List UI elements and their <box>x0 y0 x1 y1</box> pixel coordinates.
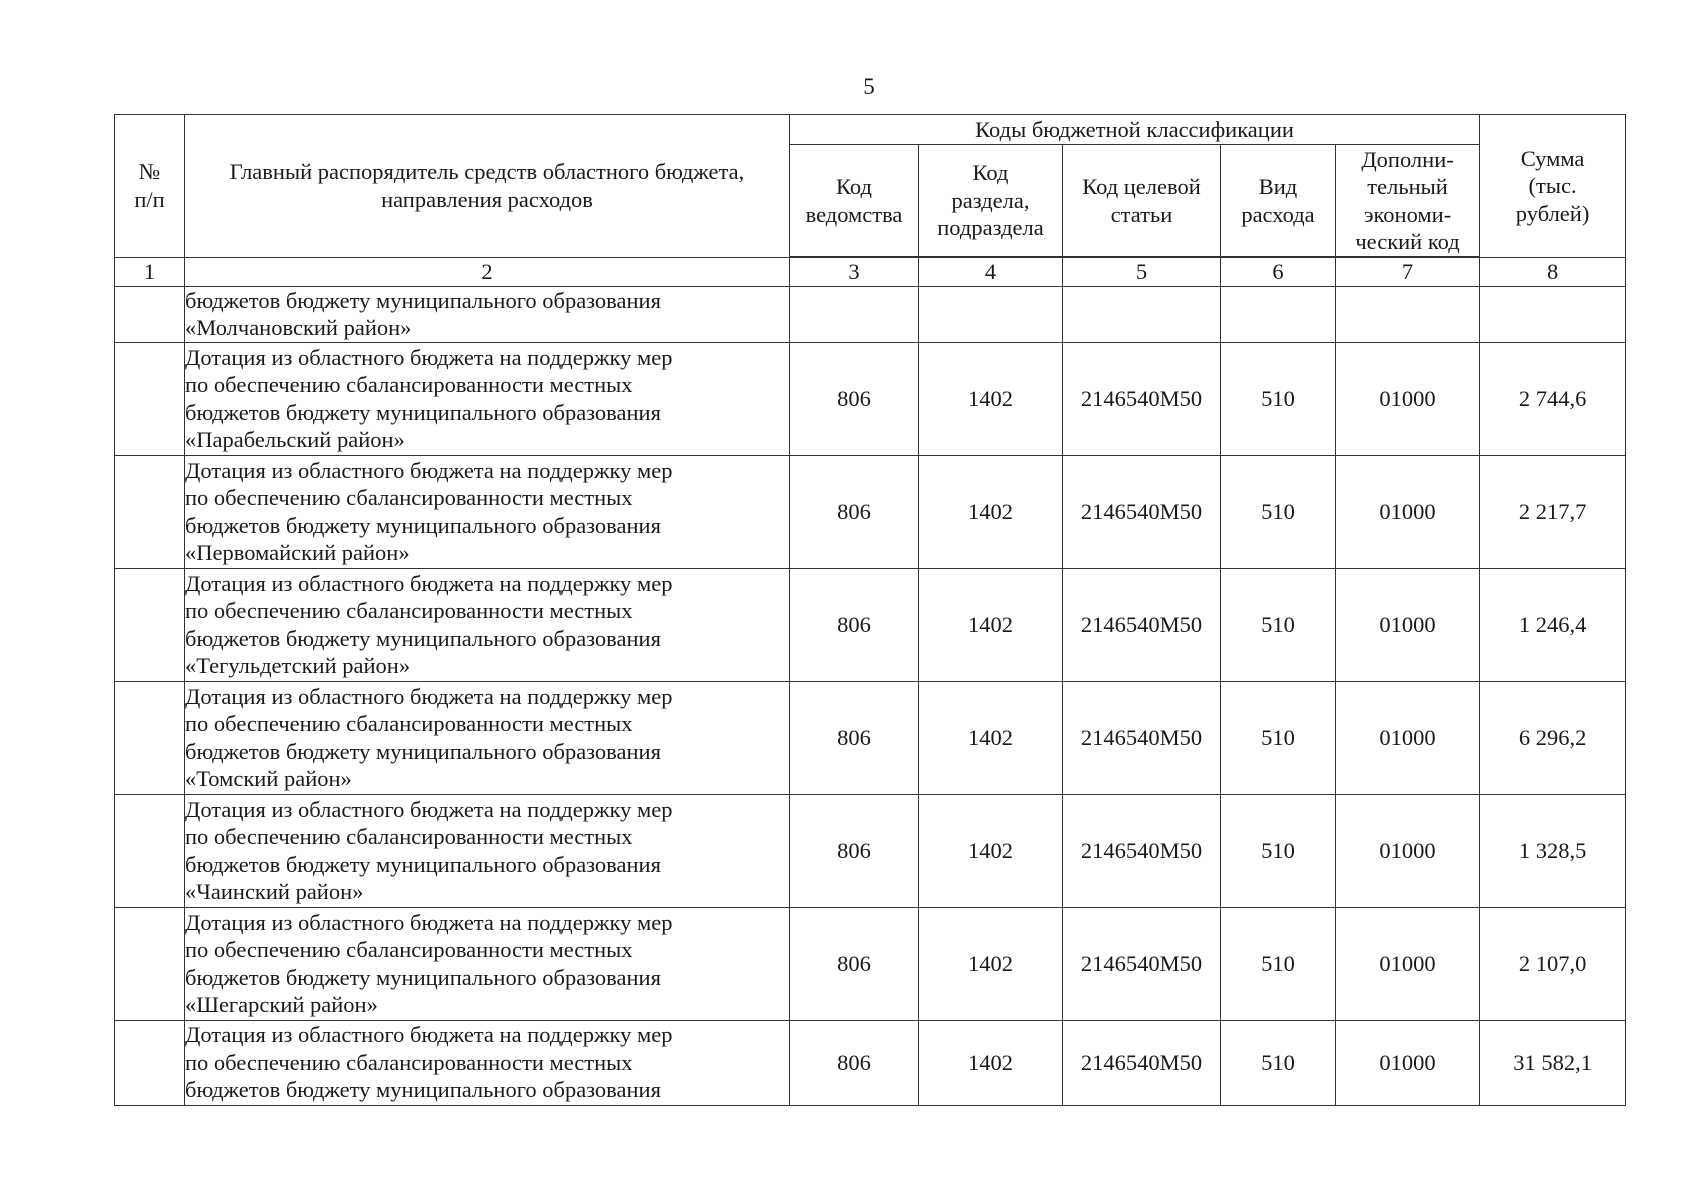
additional-economic-code-cell: 01000 <box>1336 455 1480 568</box>
header-row-number: № п/п <box>115 115 185 258</box>
table-body <box>115 286 1626 1105</box>
column-number: 7 <box>1336 257 1480 286</box>
column-number-row <box>115 257 1626 286</box>
target-article-code-cell: 2146540M50 <box>1063 1020 1221 1105</box>
razdel-code-cell: 1402 <box>919 794 1063 907</box>
header-expense-type: Вид расхода <box>1221 145 1336 258</box>
row-number-cell <box>115 342 185 455</box>
additional-economic-code-cell: 01000 <box>1336 794 1480 907</box>
target-article-code-cell <box>1063 286 1221 342</box>
vedomstvo-code-cell: 806 <box>790 794 919 907</box>
row-number-cell <box>115 907 185 1020</box>
sum-cell: 1 246,4 <box>1480 568 1626 681</box>
column-number: 2 <box>185 257 790 286</box>
header-sum: Сумма (тыс. рублей) <box>1480 115 1626 258</box>
target-article-code-cell: 2146540M50 <box>1063 455 1221 568</box>
column-number: 8 <box>1480 257 1626 286</box>
sum-cell: 6 296,2 <box>1480 681 1626 794</box>
sum-cell: 2 107,0 <box>1480 907 1626 1020</box>
table-row <box>115 568 1626 681</box>
row-description-cell: Дотация из областного бюджета на поддержку мер по обеспечению сбалансированности местных бюджетов бюджету муниципального образования «Первомайский район» <box>185 455 790 568</box>
razdel-code-cell: 1402 <box>919 907 1063 1020</box>
vedomstvo-code-cell: 806 <box>790 1020 919 1105</box>
razdel-code-cell <box>919 286 1063 342</box>
expense-type-cell: 510 <box>1221 568 1336 681</box>
target-article-code-cell: 2146540M50 <box>1063 568 1221 681</box>
row-description-cell: Дотация из областного бюджета на поддержку мер по обеспечению сбалансированности местных бюджетов бюджету муниципального образования «Парабельский район» <box>185 342 790 455</box>
razdel-code-cell: 1402 <box>919 455 1063 568</box>
row-number-cell <box>115 1020 185 1105</box>
additional-economic-code-cell: 01000 <box>1336 681 1480 794</box>
expense-type-cell <box>1221 286 1336 342</box>
vedomstvo-code-cell: 806 <box>790 455 919 568</box>
page-number: 5 <box>863 74 875 99</box>
expense-type-cell: 510 <box>1221 907 1336 1020</box>
table-row <box>115 794 1626 907</box>
razdel-code-cell: 1402 <box>919 568 1063 681</box>
table-row <box>115 907 1626 1020</box>
sum-cell: 2 744,6 <box>1480 342 1626 455</box>
row-number-cell <box>115 681 185 794</box>
row-description-cell: Дотация из областного бюджета на поддержку мер по обеспечению сбалансированности местных бюджетов бюджету муниципального образования «Чаинский район» <box>185 794 790 907</box>
razdel-code-cell: 1402 <box>919 681 1063 794</box>
expense-type-cell: 510 <box>1221 794 1336 907</box>
target-article-code-cell: 2146540M50 <box>1063 794 1221 907</box>
vedomstvo-code-cell: 806 <box>790 568 919 681</box>
target-article-code-cell: 2146540M50 <box>1063 907 1221 1020</box>
sum-cell: 1 328,5 <box>1480 794 1626 907</box>
expense-type-cell: 510 <box>1221 681 1336 794</box>
header-target-article-code: Код целевой статьи <box>1063 145 1221 258</box>
expense-type-cell: 510 <box>1221 455 1336 568</box>
sum-cell: 2 217,7 <box>1480 455 1626 568</box>
row-number-cell <box>115 568 185 681</box>
additional-economic-code-cell <box>1336 286 1480 342</box>
vedomstvo-code-cell <box>790 286 919 342</box>
header-vedomstvo-code: Код ведомства <box>790 145 919 258</box>
expense-type-cell: 510 <box>1221 342 1336 455</box>
table-header <box>115 115 1626 287</box>
vedomstvo-code-cell: 806 <box>790 681 919 794</box>
razdel-code-cell: 1402 <box>919 342 1063 455</box>
table-row <box>115 286 1626 342</box>
vedomstvo-code-cell: 806 <box>790 342 919 455</box>
header-razdel-code: Код раздела, подраздела <box>919 145 1063 258</box>
target-article-code-cell: 2146540M50 <box>1063 681 1221 794</box>
additional-economic-code-cell: 01000 <box>1336 342 1480 455</box>
vedomstvo-code-cell: 806 <box>790 907 919 1020</box>
row-number-cell <box>115 286 185 342</box>
budget-table <box>114 114 1626 1106</box>
sum-cell: 31 582,1 <box>1480 1020 1626 1105</box>
row-number-cell <box>115 455 185 568</box>
row-number-cell <box>115 794 185 907</box>
table-row <box>115 455 1626 568</box>
table-row <box>115 1020 1626 1105</box>
column-number: 5 <box>1063 257 1221 286</box>
table-row <box>115 681 1626 794</box>
additional-economic-code-cell: 01000 <box>1336 907 1480 1020</box>
column-number: 3 <box>790 257 919 286</box>
row-description-cell: Дотация из областного бюджета на поддержку мер по обеспечению сбалансированности местных бюджетов бюджету муниципального образования «Шегарский район» <box>185 907 790 1020</box>
column-number: 6 <box>1221 257 1336 286</box>
row-description-cell: Дотация из областного бюджета на поддержку мер по обеспечению сбалансированности местных бюджетов бюджету муниципального образования «Томский район» <box>185 681 790 794</box>
razdel-code-cell: 1402 <box>919 1020 1063 1105</box>
header-description: Главный распорядитель средств областного бюджета, направления расходов <box>185 115 790 258</box>
column-number: 1 <box>115 257 185 286</box>
expense-type-cell: 510 <box>1221 1020 1336 1105</box>
header-budget-codes-group: Коды бюджетной классификации <box>790 115 1480 145</box>
column-number: 4 <box>919 257 1063 286</box>
target-article-code-cell: 2146540M50 <box>1063 342 1221 455</box>
table-row <box>115 342 1626 455</box>
row-description-cell: бюджетов бюджету муниципального образования «Молчановский район» <box>185 286 790 342</box>
row-description-cell: Дотация из областного бюджета на поддержку мер по обеспечению сбалансированности местных бюджетов бюджету муниципального образования «Тегульдетский район» <box>185 568 790 681</box>
header-additional-economic-code: Дополни- тельный экономи- ческий код <box>1336 145 1480 258</box>
row-description-cell: Дотация из областного бюджета на поддержку мер по обеспечению сбалансированности местных бюджетов бюджету муниципального образования <box>185 1020 790 1105</box>
additional-economic-code-cell: 01000 <box>1336 568 1480 681</box>
sum-cell <box>1480 286 1626 342</box>
additional-economic-code-cell: 01000 <box>1336 1020 1480 1105</box>
